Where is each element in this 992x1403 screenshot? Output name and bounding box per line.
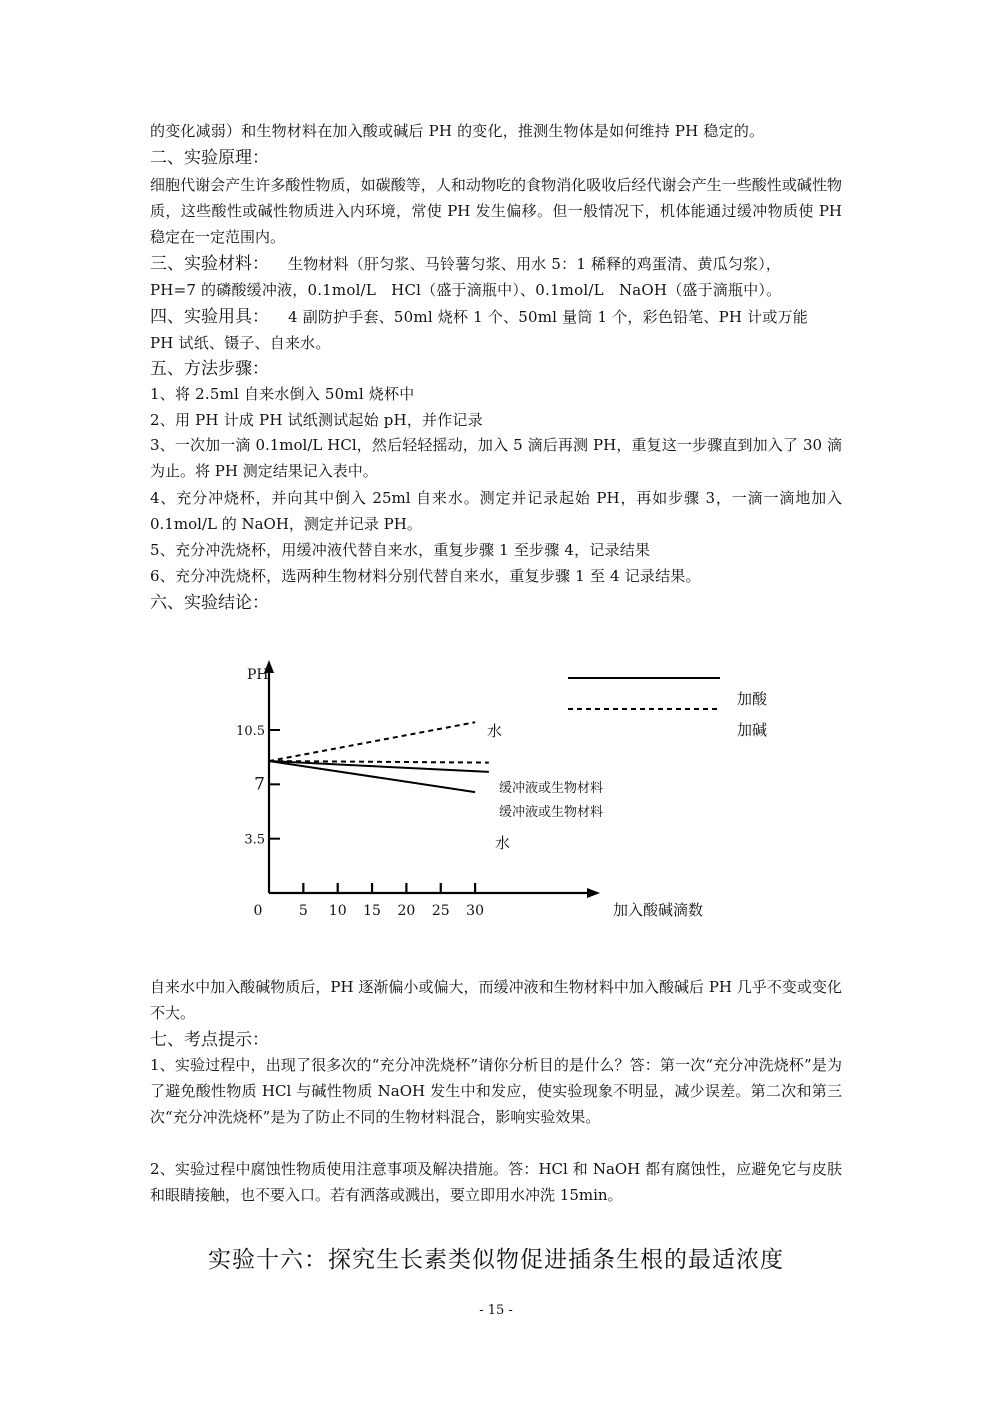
step-2: 2、用 PH 计成 PH 试纸测试起始 pH，并作记录	[150, 411, 483, 429]
step-6: 6、充分冲洗烧杯，选两种生物材料分别代替自来水，重复步骤 1 至 4 记录结果。	[150, 567, 701, 585]
y-tick-label: 10.5	[236, 724, 265, 739]
y-axis-label: PH	[247, 667, 269, 683]
series-line-0	[269, 722, 475, 761]
y-tick-label: 3.5	[244, 832, 265, 848]
x-tick-label: 10	[328, 903, 347, 919]
x-axis-arrow	[587, 888, 600, 898]
series-label-2: 缓冲液或生物材料	[499, 781, 604, 796]
step-1: 1、将 2.5ml 自来水倒入 50ml 烧杯中	[150, 385, 415, 403]
series-label-1: 水	[495, 834, 511, 852]
materials-line-1: 生物材料（肝匀浆、马铃薯匀浆、用水 5：1 稀释的鸡蛋清、黄瓜匀浆），	[288, 255, 782, 273]
tools-line-2: PH 试纸、镊子、自来水。	[150, 334, 331, 352]
series-label-3: 缓冲液或生物材料	[499, 805, 604, 820]
conclusion-text: 自来水中加入酸碱物质后，PH 逐渐偏小或偏大，而缓冲液和生物材料中加入酸碱后 PH 几乎不变或变化不大。	[150, 978, 842, 1022]
x-tick-label: 5	[298, 903, 308, 919]
series-label-0: 水	[487, 722, 503, 740]
x-tick-label: 25	[431, 903, 450, 919]
y-tick-label: 7	[254, 774, 265, 795]
materials-line-2: PH=7 的磷酸缓冲液，0.1mol/L HCl（盛于滴瓶中）、0.1mol/L NaOH（盛于滴瓶中）。	[150, 281, 782, 299]
x-tick-label: 15	[363, 903, 381, 919]
section-tips-heading: 七、考点提示：	[150, 1030, 269, 1050]
tools-line-1: 4 副防护手套、50ml 烧杯 1 个、50ml 量筒 1 个，彩色铅笔、PH 计或万能	[288, 308, 808, 326]
x-axis-label: 加入酸碱滴数	[613, 901, 704, 919]
section-tools-heading: 四、实验用具：	[150, 307, 269, 327]
legend-label-0: 加酸	[737, 690, 768, 708]
section-principle-heading: 二、实验原理：	[150, 148, 269, 168]
step-4: 4、充分冲烧杯，并向其中倒入 25ml 自来水。测定并记录起始 PH，再如步骤 3，一滴一滴地加入 0.1mol/L 的 NaOH，测定并记录 PH。	[150, 489, 842, 533]
section-principle-text: 细胞代谢会产生许多酸性物质，如碳酸等，人和动物吃的食物消化吸收后经代谢会产生一些酸性或碱性物质，这些酸性或碱性物质进入内环境，常使 PH 发生偏移。但一般情况下，机体能通过缓冲物质使 PH 稳定在一定范围内。	[150, 176, 842, 246]
step-5: 5、充分冲洗烧杯，用缓冲液代替自来水，重复步骤 1 至步骤 4，记录结果	[150, 541, 651, 559]
step-3: 3、一次加一滴 0.1mol/L HCl，然后轻轻摇动，加入 5 滴后再测 PH，重复这一步骤直到加入了 30 滴为止。将 PH 测定结果记入表中。	[150, 436, 842, 480]
x-tick-label: 0	[253, 903, 263, 919]
intro-tail: 的变化减弱）和生物材料在加入酸或碱后 PH 的变化，推测生物体是如何维持 PH 稳定的。	[150, 122, 765, 140]
x-tick-label: 20	[397, 903, 416, 919]
x-tick-label: 30	[466, 903, 485, 919]
section-conclusion-heading: 六、实验结论：	[150, 593, 269, 613]
tip-1: 1、实验过程中，出现了很多次的“充分冲洗烧杯”请你分析目的是什么？答：第一次“充分冲洗烧杯”是为了避免酸性物质 HCl 与碱性物质 NaOH 发生中和发应，使实验现象不明显，减少误差。第二次和第三次“充分冲洗烧杯”是为了防止不同的生物材料混合，影响实验效果。	[150, 1056, 842, 1126]
tip-2: 2、实验过程中腐蚀性物质使用注意事项及解决措施。答：HCl 和 NaOH 都有腐蚀性，应避免它与皮肤和眼睛接触，也不要入口。若有洒落或溅出，要立即用水冲洗 15min。	[150, 1160, 842, 1204]
next-experiment-title: 实验十六：探究生长素类似物促进插条生根的最适浓度	[208, 1247, 784, 1273]
page-number: - 15 -	[479, 1303, 513, 1318]
section-materials-heading: 三、实验材料：	[150, 254, 269, 274]
legend-label-1: 加碱	[737, 721, 768, 739]
section-steps-heading: 五、方法步骤：	[150, 359, 269, 379]
ph-chart	[0, 640, 992, 940]
